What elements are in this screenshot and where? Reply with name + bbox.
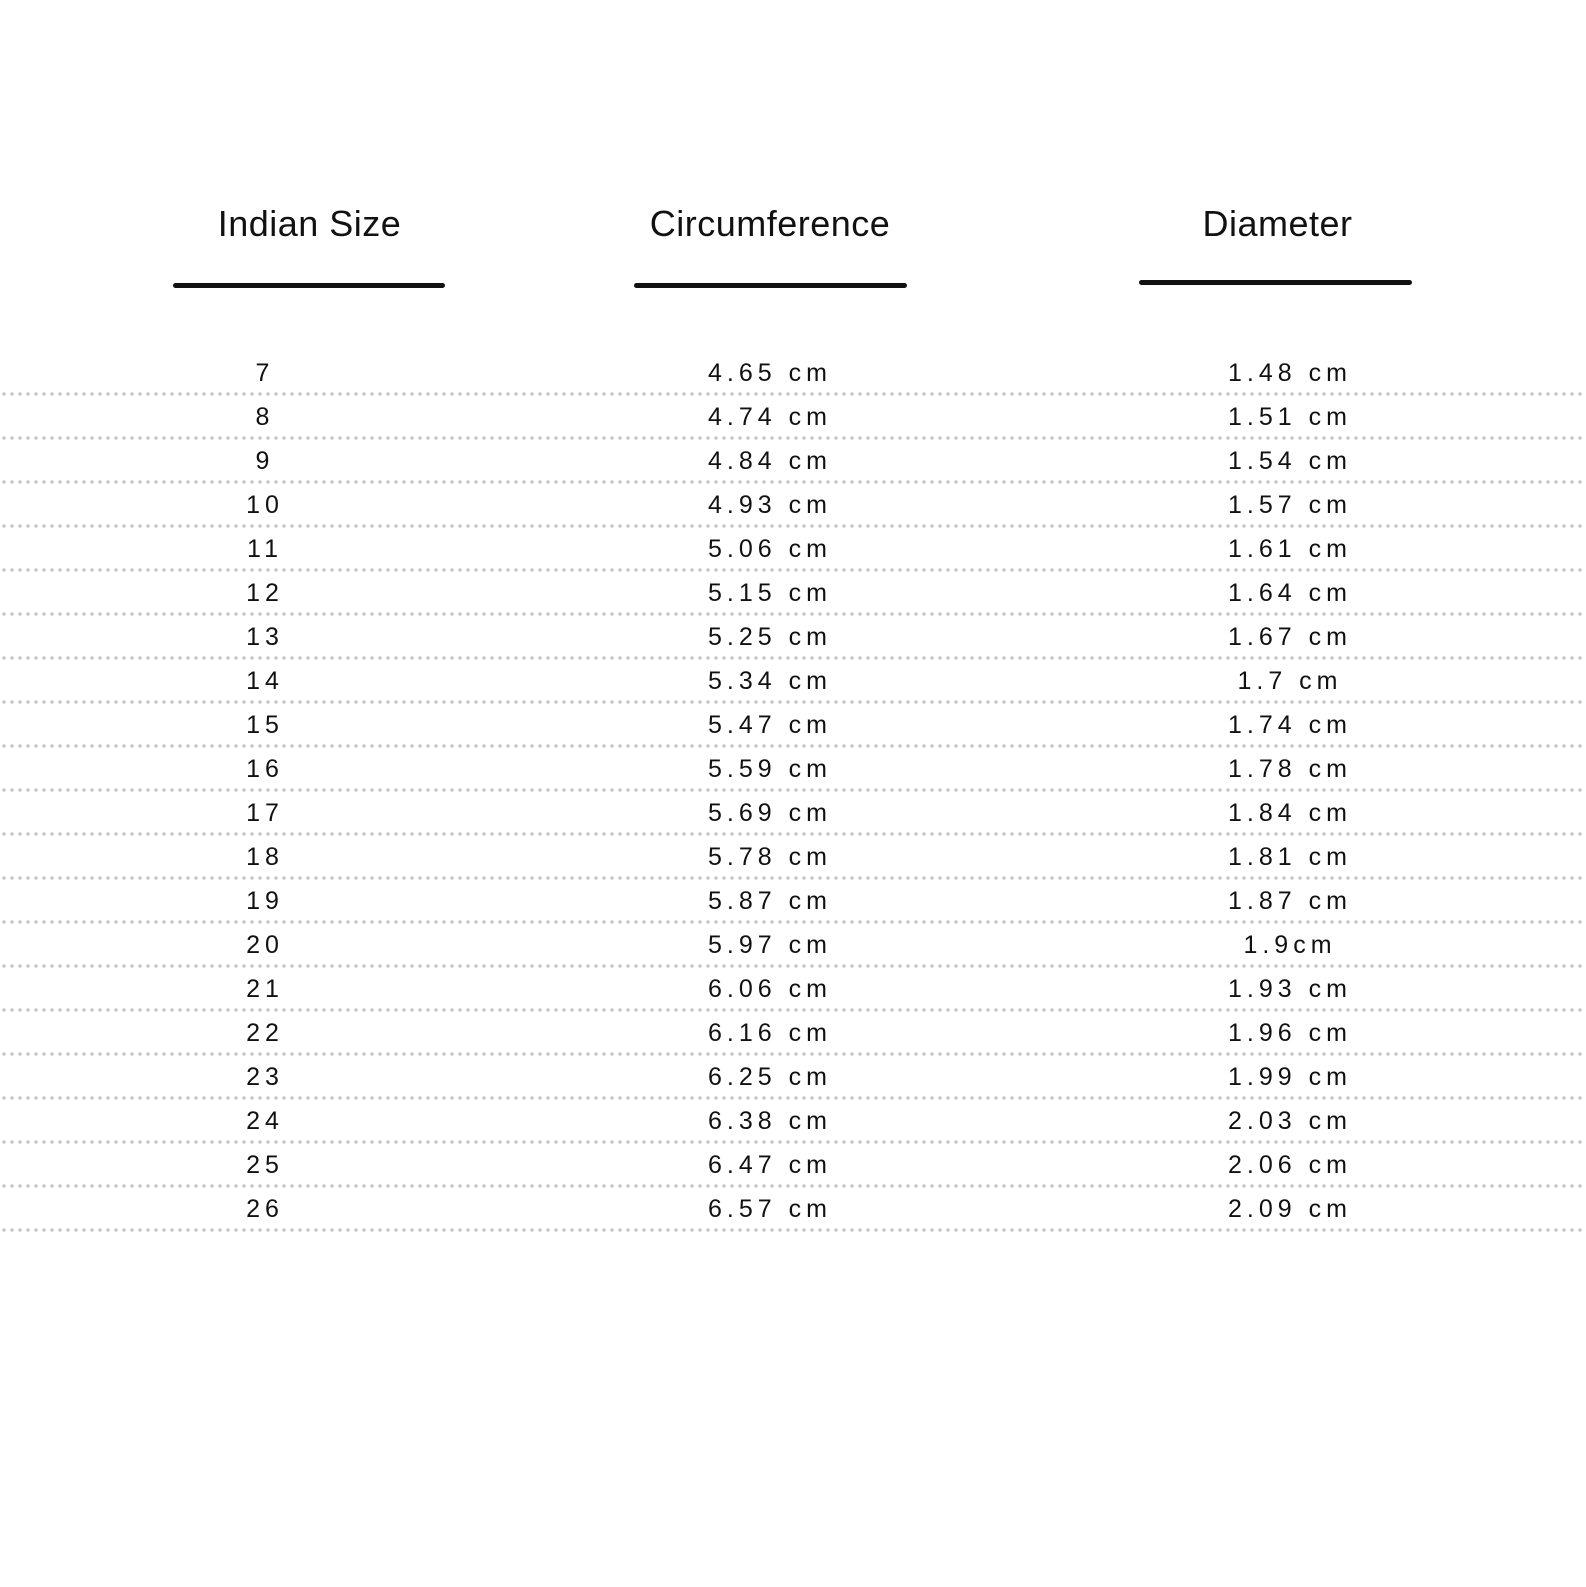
table-row	[0, 836, 1586, 880]
cell-circumference: 4.84 cm	[708, 447, 832, 475]
table-row	[0, 1100, 1586, 1144]
cell-circumference: 5.47 cm	[708, 711, 832, 739]
cell-indian-size: 16	[246, 755, 284, 783]
cell-circumference: 5.69 cm	[708, 799, 832, 827]
cell-circumference: 4.74 cm	[708, 403, 832, 431]
cell-indian-size: 9	[255, 447, 275, 475]
cell-diameter: 2.09 cm	[1228, 1195, 1352, 1223]
header-circumference: Circumference	[649, 203, 891, 244]
cell-diameter: 1.84 cm	[1228, 799, 1352, 827]
cell-indian-size: 26	[246, 1195, 284, 1223]
cell-circumference: 5.97 cm	[708, 931, 832, 959]
cell-diameter: 1.9cm	[1243, 931, 1337, 959]
cell-indian-size: 13	[246, 623, 284, 651]
table-row	[0, 352, 1586, 396]
table-row	[0, 1012, 1586, 1056]
table-row	[0, 748, 1586, 792]
table-row	[0, 968, 1586, 1012]
cell-diameter: 1.96 cm	[1228, 1019, 1352, 1047]
table-row	[0, 572, 1586, 616]
cell-indian-size: 24	[246, 1107, 284, 1135]
table-row	[0, 1188, 1586, 1232]
cell-diameter: 1.81 cm	[1228, 843, 1352, 871]
table-row	[0, 616, 1586, 660]
cell-circumference: 5.25 cm	[708, 623, 832, 651]
header-underline-diameter	[1139, 280, 1412, 285]
cell-circumference: 6.38 cm	[708, 1107, 832, 1135]
cell-indian-size: 17	[246, 799, 284, 827]
cell-diameter: 2.03 cm	[1228, 1107, 1352, 1135]
cell-circumference: 4.65 cm	[708, 359, 832, 387]
cell-diameter: 1.93 cm	[1228, 975, 1352, 1003]
table-row	[0, 1144, 1586, 1188]
table-row	[0, 660, 1586, 704]
cell-indian-size: 11	[247, 535, 283, 563]
cell-indian-size: 14	[246, 667, 284, 695]
header-diameter: Diameter	[1202, 203, 1353, 244]
cell-circumference: 6.25 cm	[708, 1063, 832, 1091]
cell-diameter: 1.61 cm	[1228, 535, 1352, 563]
size-table	[0, 352, 1586, 1232]
cell-diameter: 1.57 cm	[1228, 491, 1352, 519]
cell-diameter: 1.51 cm	[1228, 403, 1352, 431]
cell-circumference: 5.06 cm	[708, 535, 832, 563]
cell-circumference: 6.06 cm	[708, 975, 832, 1003]
cell-circumference: 5.87 cm	[708, 887, 832, 915]
table-row	[0, 396, 1586, 440]
cell-circumference: 4.93 cm	[708, 491, 832, 519]
header-indian-size: Indian Size	[217, 203, 402, 244]
cell-indian-size: 20	[246, 931, 284, 959]
cell-circumference: 5.59 cm	[708, 755, 832, 783]
cell-diameter: 1.64 cm	[1228, 579, 1352, 607]
table-row	[0, 484, 1586, 528]
cell-diameter: 1.78 cm	[1228, 755, 1352, 783]
cell-diameter: 1.48 cm	[1228, 359, 1352, 387]
cell-diameter: 1.54 cm	[1228, 447, 1352, 475]
cell-indian-size: 8	[255, 403, 275, 431]
cell-circumference: 5.34 cm	[708, 667, 832, 695]
cell-circumference: 5.15 cm	[708, 579, 832, 607]
cell-circumference: 5.78 cm	[708, 843, 832, 871]
cell-circumference: 6.16 cm	[708, 1019, 832, 1047]
cell-indian-size: 12	[246, 579, 284, 607]
cell-indian-size: 18	[246, 843, 284, 871]
cell-diameter: 1.99 cm	[1228, 1063, 1352, 1091]
cell-indian-size: 10	[246, 491, 284, 519]
cell-diameter: 1.74 cm	[1228, 711, 1352, 739]
table-row	[0, 924, 1586, 968]
cell-indian-size: 15	[246, 711, 284, 739]
cell-indian-size: 21	[246, 975, 284, 1003]
table-row	[0, 792, 1586, 836]
table-row	[0, 880, 1586, 924]
cell-diameter: 2.06 cm	[1228, 1151, 1352, 1179]
table-row	[0, 440, 1586, 484]
cell-indian-size: 25	[246, 1151, 284, 1179]
cell-diameter: 1.67 cm	[1228, 623, 1352, 651]
cell-circumference: 6.57 cm	[708, 1195, 832, 1223]
cell-indian-size: 19	[246, 887, 284, 915]
header-underline-size	[173, 283, 445, 288]
cell-diameter: 1.87 cm	[1228, 887, 1352, 915]
cell-indian-size: 23	[246, 1063, 284, 1091]
table-row	[0, 704, 1586, 748]
header-underline-circumference	[634, 283, 907, 288]
cell-diameter: 1.7 cm	[1237, 667, 1343, 695]
cell-indian-size: 22	[246, 1019, 284, 1047]
table-row	[0, 1056, 1586, 1100]
cell-indian-size: 7	[255, 359, 275, 387]
table-row	[0, 528, 1586, 572]
cell-circumference: 6.47 cm	[708, 1151, 832, 1179]
